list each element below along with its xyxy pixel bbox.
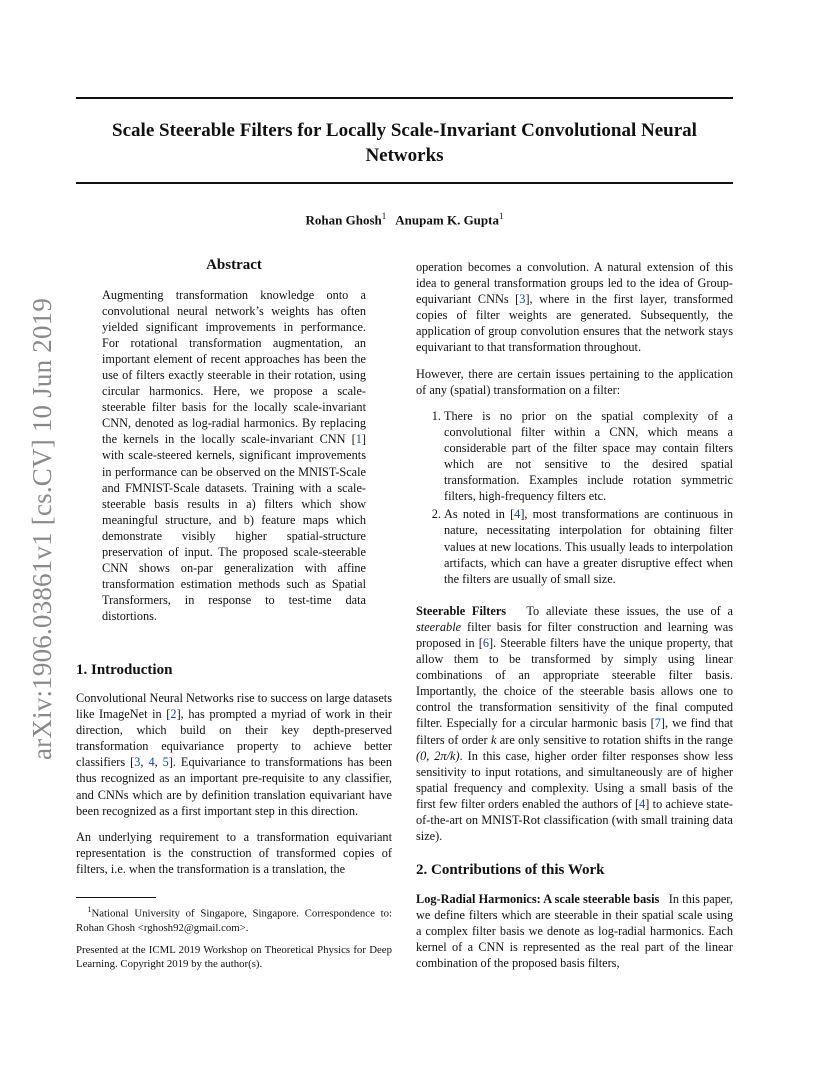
body-text: operation becomes a convolution. A natural extension of this idea to general transformation groups led to the idea of Group-equivariant CNNs [ (416, 260, 733, 307)
intro-text: Convolutional Neural Networks rise to success on large datasets like ImageNet in [ (76, 691, 393, 722)
issues-list (416, 408, 733, 587)
intro-text: , (154, 755, 163, 770)
body-text: ], we find that filters of order (416, 716, 733, 747)
body-text: In this paper, we define filters which are steerable in their spatial scale using a complex filter basis we denote as log-radial harmonics. Each kernel of a CNN is represented as the real part of the linear combination of the proposed basis filters, (416, 892, 733, 971)
footnote-rule (76, 897, 156, 898)
list-item-text: There is no prior on the spatial complexity of a convolutional filter within a CNN, which means a considerable part of the filter space may contain filters which are not sensitive to the desired spatial transformation. Examples include rotation symmetric filters, high-frequency filters etc. (444, 408, 733, 504)
citation-link[interactable]: 3 (519, 292, 526, 307)
right-column (416, 259, 733, 854)
body-text: ] to achieve state-of-the-art on MNIST-Rot classification (with small training data size). (416, 796, 733, 844)
abstract-heading: Abstract (206, 257, 262, 273)
body-text: are only sensitive to rotation shifts in the range (496, 732, 733, 747)
author-affiliation-mark: 1 (498, 211, 504, 221)
intro-text: ], has prompted a myriad of work in their direction, which build on their key depth-preserved transformation equivariance property to achieve better classifiers [ (76, 707, 392, 770)
body-paragraph: However, there are certain issues pertaining to the application of any (spatial) transformation on a filter: (416, 366, 733, 397)
contributions-body (416, 891, 733, 971)
body-text: To alleviate these issues, the use of a (526, 603, 733, 618)
abstract-text: Augmenting transformation knowledge onto a convolutional neural network’s weights has often yielded significant improvements in performance. For rotational transformation augmentation, an important element of recent approaches has been the use of filters exactly steerable in their rotation, using circular harmonics. Here, we propose a scale-steerable filter basis for the locally scale-invariant CNN, denoted as log-radial harmonics. By replacing the kernels in the locally scale-invariant CNN [ (102, 288, 366, 447)
math-expression: (0, 2π/k) (416, 748, 460, 763)
footnote-text: National University of Singapore, Singapore. Correspondence to: Rohan Ghosh <rghosh92@gmail.com>. (76, 907, 392, 934)
author-affiliation-mark: 1 (381, 211, 387, 221)
citation-link[interactable]: 1 (355, 432, 362, 447)
paragraph-heading: Log-Radial Harmonics: A scale steerable basis (416, 892, 660, 906)
list-item-text: ], most transformations are continuous in nature, necessitating interpolation for obtaining filter values at new locations. This usually leads to interpolation artifacts, which can have a greater disruptive effect when the filters are usually of small size. (444, 507, 733, 586)
body-text: . In this case, higher order filter responses show less sensitivity to input rotations, and simultaneously are of higher spatial frequency and complexity. Using a small basis of the first few filter orders enabled the authors of [ (416, 748, 733, 811)
footnote-mark: 1 (87, 905, 92, 914)
intro-paragraph: An underlying requirement to a transformation equivariant representation is the construction of transformed copies of filters, i.e. when the transformation is a translation, the (76, 829, 392, 876)
introduction-body (76, 690, 392, 887)
intro-text: , (140, 755, 149, 770)
affiliation-footnote (76, 903, 392, 935)
citation-link[interactable]: 3 (134, 755, 141, 770)
author-name: Rohan Ghosh (305, 212, 382, 228)
citation-link[interactable]: 2 (170, 707, 177, 722)
citation-link[interactable]: 7 (654, 716, 661, 731)
body-text: ], where in the first layer, transformed copies of filter weights are generated. Subsequently, the application of group convolution ensures that the network stays equivariant to that transformation throughout. (416, 292, 733, 355)
paragraph-heading: Steerable Filters (416, 603, 507, 618)
citation-link[interactable]: 4 (639, 796, 646, 811)
citation-link[interactable]: 6 (482, 635, 489, 650)
paper-title: Scale Steerable Filters for Locally Scale-Invariant Convolutional Neural Networks (112, 120, 697, 166)
abstract-body (102, 287, 366, 624)
math-symbol: k (490, 732, 497, 747)
citation-link[interactable]: 4 (148, 755, 155, 770)
list-item-text: As noted in [ (444, 507, 515, 522)
intro-text: ]. Equivariance to transformations has been thus recognized as an important pre-requisite to any classifier, and CNNs which are by definition translation equivariant have been recognized as a first important step in this direction. (76, 755, 392, 818)
list-item (444, 408, 733, 505)
citation-link[interactable]: 5 (162, 755, 169, 770)
contributions-heading: 2. Contributions of this Work (416, 862, 605, 878)
body-text: filter basis for filter construction and learning was proposed in [ (416, 619, 733, 650)
abstract-text: ] with scale-steered kernels, significant improvements in performance can be observed on the MNIST-Scale and FMNIST-Scale datasets. Training with a scale-steerable basis results in a) filters which show meaningful structure, and b) feature maps which demonstrate visibly higher spatial-structure preservation of input. The proposed scale-steerable CNN shows on-par generalization with affine transformation estimation methods such as Spatial Transformers, in response to test-time data distortions. (102, 432, 366, 623)
emphasis-text: steerable (416, 619, 462, 634)
list-item (444, 506, 733, 586)
introduction-heading: 1. Introduction (76, 662, 173, 678)
author-line (76, 211, 733, 228)
title-bottom-rule (76, 182, 733, 184)
citation-link[interactable]: 4 (514, 507, 521, 522)
author-name: Anupam K. Gupta (395, 212, 499, 228)
arxiv-stamp: arXiv:1906.03861v1 [cs.CV] 10 Jun 2019 (27, 297, 57, 760)
top-rule (76, 97, 733, 99)
workshop-note: Presented at the ICML 2019 Workshop on Theoretical Physics for Deep Learning. Copyright 2019 by the author(s). (76, 944, 392, 970)
body-text: ]. Steerable filters have the unique property, that allow them to be transformed by simply using linear combinations of an appropriate steerable filter basis. Importantly, the choice of the steerable basis allows one to control the transformation sensitivity of the final computed filter. Especially for a circular harmonic basis [ (416, 635, 734, 731)
